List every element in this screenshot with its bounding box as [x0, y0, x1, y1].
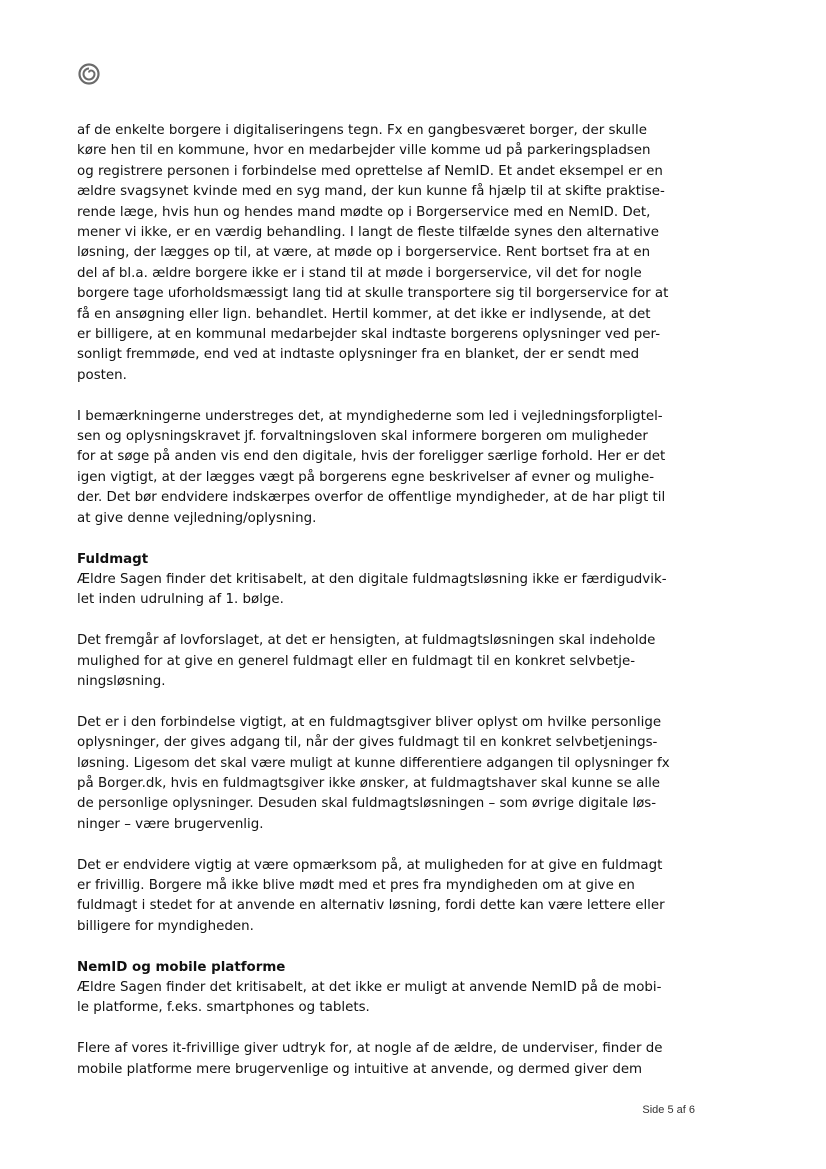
text-line: løsning. Ligesom det skal være muligt at kunne differentiere adgangen til oplysninger fx [77, 755, 670, 771]
text-line: få en ansøgning eller lign. behandlet. Hertil kommer, at det ikke er indlysende, at det [77, 306, 651, 322]
text-line: mobile platforme mere brugervenlige og intuitive at anvende, og dermed giver dem [77, 1061, 643, 1077]
text-line: oplysninger, der gives adgang til, når der gives fuldmagt til en konkret selvbetjenings- [77, 735, 658, 751]
text-line: køre hen til en kommune, hvor en medarbejder ville komme ud på parkeringspladsen [77, 143, 651, 159]
text-line: Det er endvidere vigtig at være opmærksom på, at muligheden for at give en fuldmagt [77, 857, 663, 873]
text-line: ældre svagsynet kvinde med en syg mand, der kun kunne få hjælp til at skifte praktise- [77, 184, 665, 200]
paragraph [77, 407, 705, 529]
text-line: og registrere personen i forbindelse med oprettelse af NemID. Et andet eksempel er en [77, 163, 663, 179]
text-line: mener vi ikke, er en værdig behandling. I langt de fleste tilfælde synes den alternative [77, 225, 659, 241]
text-line: rende læge, hvis hun og hendes mand mødte op i Borgerservice med en NemID. Det, [77, 204, 651, 220]
text-line: at give denne vejledning/oplysning. [77, 510, 317, 526]
text-line: mulighed for at give en generel fuldmagt eller en fuldmagt til en konkret selvbetje- [77, 653, 636, 669]
text-line: de personlige oplysninger. Desuden skal fuldmagtsløsningen – som øvrige digitale løs- [77, 796, 657, 812]
page-number: Side 5 af 6 [642, 1104, 695, 1116]
text-line: der. Det bør endvidere indskærpes overfor de offentlige myndigheder, at de har pligt til [77, 490, 666, 506]
paragraph [77, 570, 705, 611]
section-heading-fuldmagt: Fuldmagt [77, 551, 149, 567]
swirl-logo-icon [77, 62, 101, 86]
text-line: igen vigtigt, at der lægges vægt på borgerens egne beskrivelser af evner og mulighe- [77, 469, 655, 485]
text-line: er frivillig. Borgere må ikke blive mødt med et pres fra myndigheden om at give en [77, 877, 635, 893]
paragraph [77, 856, 705, 938]
paragraph [77, 631, 705, 692]
section-heading-nemid: NemID og mobile platforme [77, 959, 286, 975]
document-body [77, 121, 705, 1100]
paragraph [77, 978, 705, 1019]
text-line: Flere af vores it-frivillige giver udtryk for, at nogle af de ældre, de underviser, finder de [77, 1041, 663, 1057]
text-line: ninger – være brugervenlig. [77, 816, 264, 832]
text-line: Det fremgår af lovforslaget, at det er hensigten, at fuldmagtsløsningen skal indeholde [77, 633, 656, 649]
text-line: for at søge på anden vis end den digitale, hvis der foreligger særlige forhold. Her er det [77, 449, 666, 465]
text-line: borgere tage uforholdsmæssigt lang tid at skulle transportere sig til borgerservice for at [77, 286, 669, 302]
text-line: let inden udrulning af 1. bølge. [77, 592, 284, 608]
paragraph [77, 1039, 705, 1080]
text-line: billigere for myndigheden. [77, 918, 254, 934]
text-line: Det er i den forbindelse vigtigt, at en fuldmagtsgiver bliver oplyst om hvilke personlige [77, 714, 662, 730]
paragraph [77, 713, 705, 835]
text-line: sen og oplysningskravet jf. forvaltningsloven skal informere borgeren om muligheder [77, 429, 648, 445]
text-line: Ældre Sagen finder det kritisabelt, at den digitale fuldmagtsløsning ikke er færdigudvik- [77, 571, 667, 587]
text-line: sonligt fremmøde, end ved at indtaste oplysninger fra en blanket, der er sendt med [77, 347, 640, 363]
text-line: løsning, der lægges op til, at være, at møde op i borgerservice. Rent bortset fra at en [77, 245, 651, 261]
text-line: del af bl.a. ældre borgere ikke er i stand til at møde i borgerservice, vil det for nogle [77, 265, 642, 281]
text-line: er billigere, at en kommunal medarbejder skal indtaste borgerens oplysninger ved per- [77, 327, 661, 343]
text-line: posten. [77, 367, 127, 383]
text-line: Ældre Sagen finder det kritisabelt, at det ikke er muligt at anvende NemID på de mobi- [77, 979, 662, 995]
text-line: fuldmagt i stedet for at anvende en alternativ løsning, fordi dette kan være lettere eller [77, 898, 665, 914]
text-line: ningsløsning. [77, 673, 166, 689]
paragraph [77, 121, 705, 386]
text-line: I bemærkningerne understreges det, at myndighederne som led i vejledningsforpligtel- [77, 408, 663, 424]
text-line: le platforme, f.eks. smartphones og tablets. [77, 1000, 370, 1016]
text-line: af de enkelte borgere i digitaliseringens tegn. Fx en gangbesværet borger, der skulle [77, 123, 647, 138]
text-line: på Borger.dk, hvis en fuldmagtsgiver ikke ønsker, at fuldmagtshaver skal kunne se alle [77, 775, 661, 791]
